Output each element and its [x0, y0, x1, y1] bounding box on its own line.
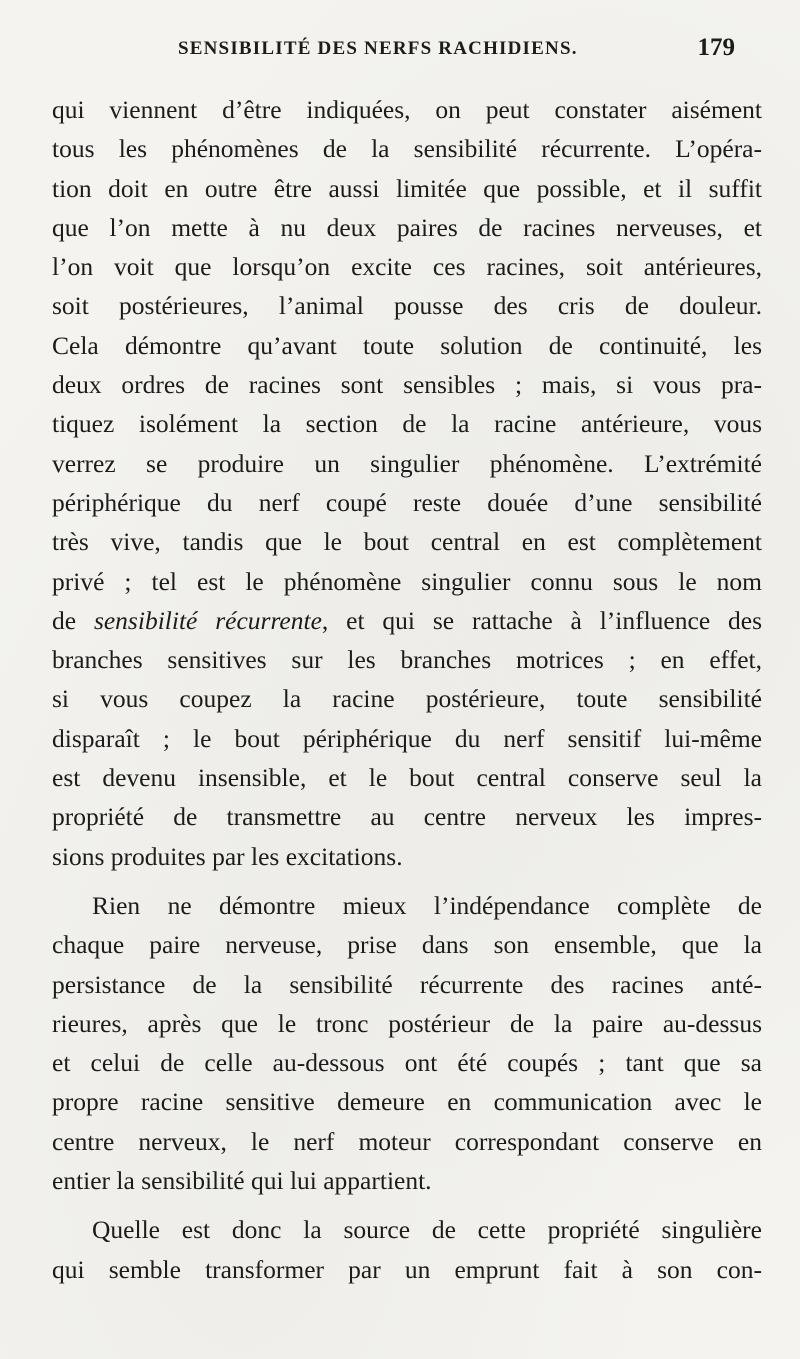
text-line: privé ; tel est le phénomène singulier connu sous le nom — [52, 566, 762, 596]
text-line: rieures, après que le tronc postérieur de la paire au-dessus — [52, 1008, 762, 1038]
text-line: que l’on mette à nu deux paires de racines nerveuses, et — [52, 212, 762, 242]
text-line: disparaît ; le bout périphérique du nerf sensitif lui-même — [52, 723, 762, 753]
text-line: deux ordres de racines sont sensibles ; mais, si vous pra- — [52, 370, 762, 400]
paragraph-2 — [52, 886, 762, 1200]
text-line: tous les phénomènes de la sensibilité récurrente. L’opéra- — [52, 134, 762, 164]
text-line: sions produites par les excitations. — [52, 841, 403, 871]
text-line: soit postérieures, l’animal pousse des cris de douleur. — [52, 291, 762, 321]
text-line: propriété de transmettre au centre nerveux les impres- — [52, 802, 762, 832]
text-line: Rien ne démontre mieux l’indépendance complète de — [92, 890, 762, 920]
running-title: SENSIBILITÉ DES NERFS RACHIDIENS. — [178, 38, 578, 59]
text-line: persistance de la sensibilité récurrente des racines anté- — [52, 969, 762, 999]
text-line: très vive, tandis que le bout central en est complètement — [52, 527, 762, 557]
text-line: propre racine sensitive demeure en communication avec le — [52, 1087, 762, 1117]
italic-term: sensibilité récurrente — [93, 605, 322, 635]
text-line: entier la sensibilité qui lui appartient. — [52, 1166, 432, 1196]
text-line: qui semble transformer par un emprunt fait à son con- — [52, 1254, 762, 1284]
text-line: tiquez isolément la section de la racine antérieure, vous — [52, 409, 762, 439]
paragraph-1 — [52, 90, 762, 876]
page-number: 179 — [697, 34, 735, 61]
text-line: Cela démontre qu’avant toute solution de continuité, les — [52, 330, 762, 360]
text-line: qui viennent d’être indiquées, on peut constater aisément — [52, 95, 762, 124]
text-line: et celui de celle au-dessous ont été coupés ; tant que sa — [52, 1048, 762, 1078]
text-line: tion doit en outre être aussi limitée que possible, et il suffit — [52, 173, 762, 203]
text-line: centre nerveux, le nerf moteur correspondant conserve en — [52, 1126, 762, 1156]
text-line: chaque paire nerveuse, prise dans son ensemble, que la — [52, 930, 762, 960]
text-fragment: , et qui se rattache à l’influence des — [321, 605, 762, 635]
text-line: Quelle est donc la source de cette propriété singulière — [92, 1215, 762, 1245]
text-line: périphérique du nerf coupé reste douée d’une sensibilité — [52, 487, 762, 517]
text-line: l’on voit que lorsqu’on excite ces racines, soit antérieures, — [52, 252, 762, 282]
paragraph-3 — [52, 1210, 762, 1289]
text-line: si vous coupez la racine postérieure, toute sensibilité — [52, 684, 762, 714]
text-line-with-italic — [52, 601, 762, 640]
text-line: branches sensitives sur les branches motrices ; en effet, — [52, 645, 762, 675]
text-fragment: de — [52, 605, 94, 635]
text-line: est devenu insensible, et le bout central conserve seul la — [52, 763, 762, 793]
page-header — [60, 34, 735, 66]
text-line: verrez se produire un singulier phénomène. L’extrémité — [52, 448, 762, 478]
body-text — [52, 90, 762, 1289]
